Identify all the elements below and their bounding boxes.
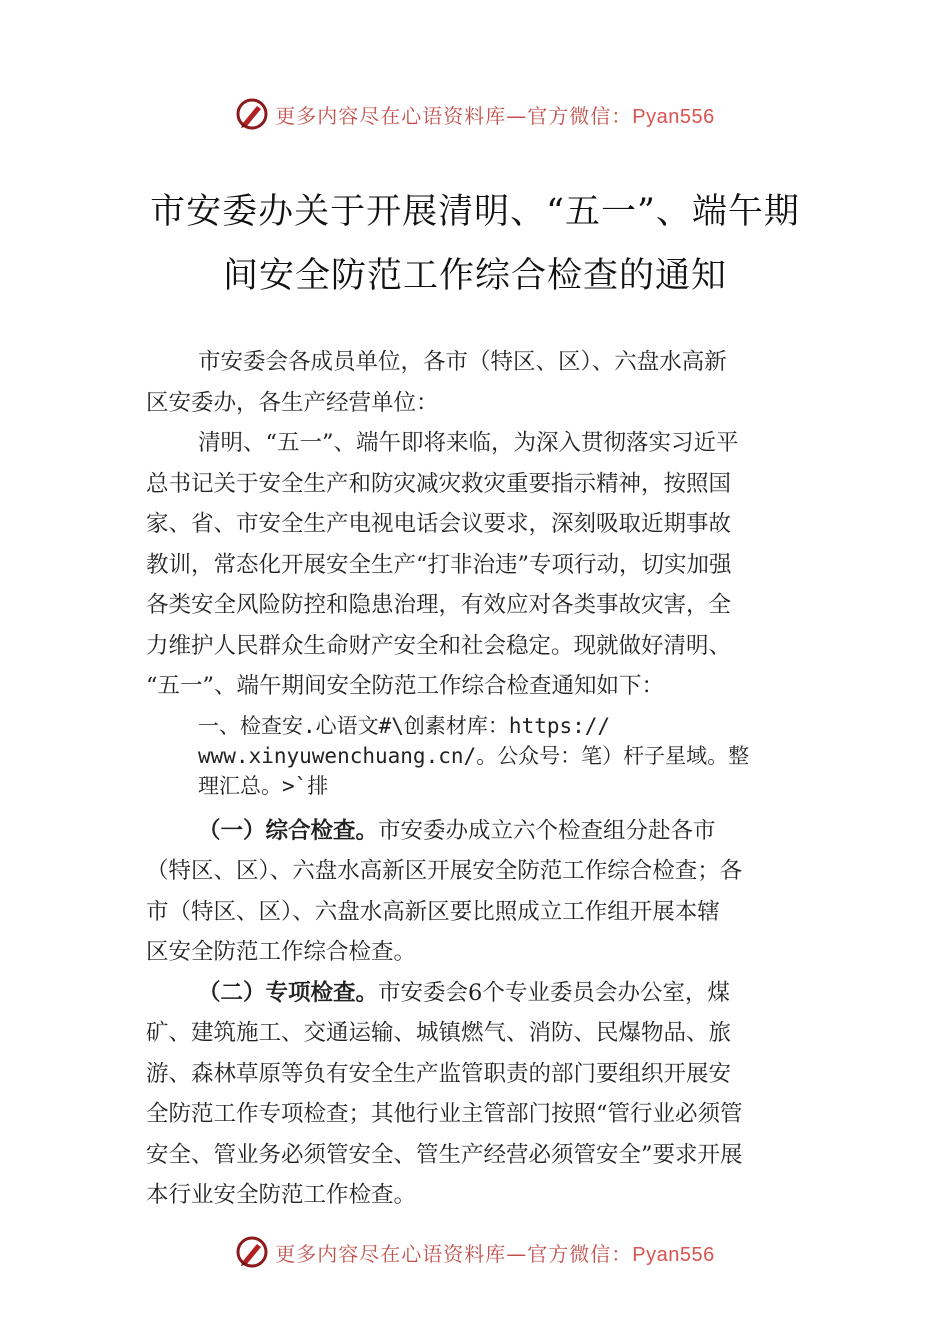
intro-line: 力维护人民群众生命财产安全和社会稳定。现就做好清明、 [146,632,732,659]
item-1-heading: （一）综合检查。 [198,817,379,844]
item-2-line: 本行业安全防范工作检查。 [146,1182,417,1208]
item-2-line: 安全、管业务必须管安全、管生产经营必须管安全”要求开展 [146,1141,743,1168]
intro-line: “五一”、端午期间安全防范工作综合检查通知如下： [146,673,665,699]
intro-line: 教训，常态化开展安全生产“打非治违”专项行动，切实加强 [146,551,732,578]
intro-line: 总书记关于安全生产和防灾减灾救灾重要指示精神，按照国 [146,470,732,497]
section-1-line: 一、检查安.心语文#\创素材库：https:// [198,713,611,738]
pen-logo-icon [235,97,269,131]
document-body [146,342,808,1216]
item-2-first-line: （二）专项检查。市安委会6个专业委员会办公室，煤 [198,979,730,1006]
bottom-watermark-banner [0,1232,950,1272]
item-2-line: 全防范工作专项检查；其他行业主管部门按照“管行业必须管 [146,1101,743,1127]
title-line-1: 市安委办关于开展清明、“五一”、端午期 [150,192,800,232]
addressee-line-2: 区安委办，各生产经营单位： [146,389,439,416]
intro-line: 各类安全风险防控和隐患治理，有效应对各类事故灾害，全 [146,592,732,618]
top-watermark-banner [0,94,950,134]
item-2-line: 矿、建筑施工、交通运输、城镇燃气、消防、民爆物品、旅 [146,1020,732,1046]
item-2-line: 游、森林草原等负有安全生产监管职责的部门要组织开展安 [146,1060,732,1087]
item-2-heading: （二）专项检查。 [198,979,379,1006]
pen-logo-icon [235,1235,269,1269]
intro-line: 清明、“五一”、端午即将来临，为深入贯彻落实习近平 [198,430,739,456]
item-1-line: 区安全防范工作综合检查。 [146,939,417,965]
item-1-line: 市（特区、区）、六盘水高新区要比照成立工作组开展本辖 [146,898,720,925]
section-1-line: www.xinyuwenchuang.cn/。公众号：笔）杆子星域。整 [198,743,750,768]
intro-line: 家、省、市安全生产电视电话会议要求，深刻吸取近期事故 [146,511,732,537]
document-title [120,180,830,308]
item-1-first-line: （一）综合检查。市安委办成立六个检查组分赴各市 [198,817,716,844]
watermark-text: 更多内容尽在心语资料库—官方微信：Pyan556 [275,1241,715,1266]
watermark-text: 更多内容尽在心语资料库—官方微信：Pyan556 [275,103,715,128]
item-1-line: （特区、区）、六盘水高新区开展安全防范工作综合检查；各 [146,858,743,884]
addressee-line-1: 市安委会各成员单位，各市（特区、区）、六盘水高新 [198,349,727,375]
title-line-2: 间安全防范工作综合检查的通知 [222,256,727,296]
section-1-heading [146,711,808,801]
section-1-line: 理汇总。>`排 [198,773,329,798]
